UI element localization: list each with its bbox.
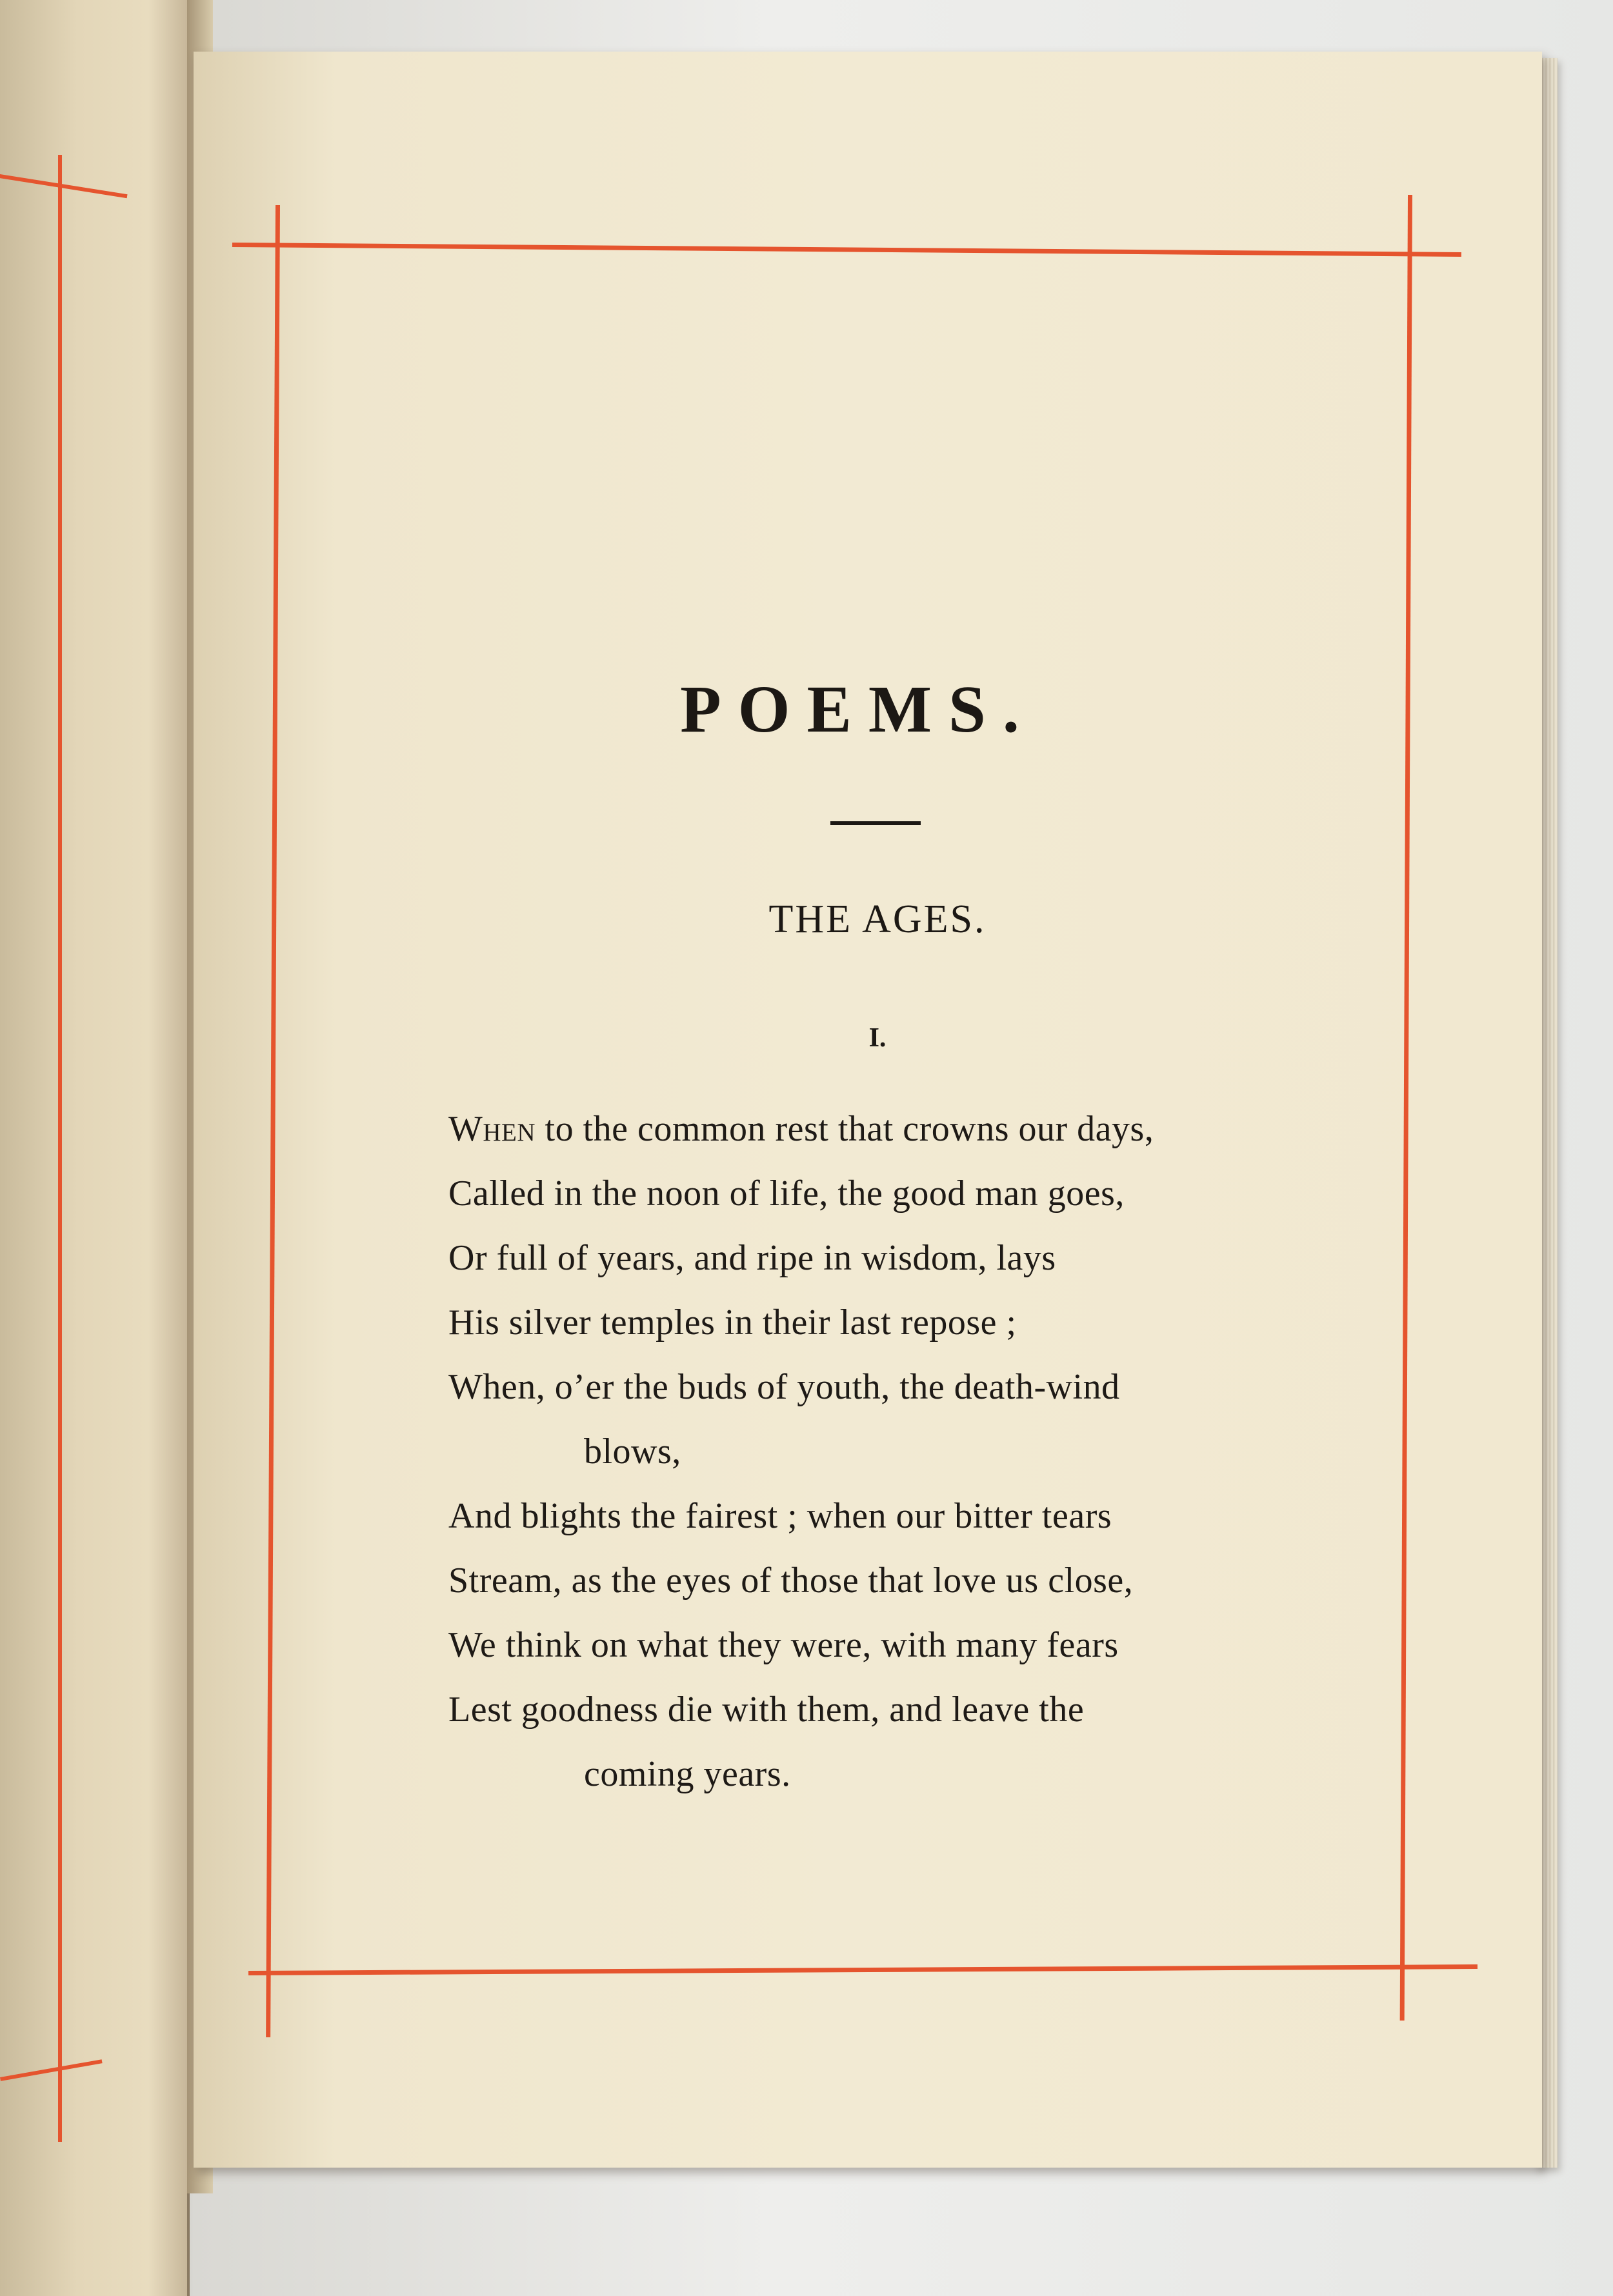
poem-line (448, 1097, 1339, 1161)
book-section-title: POEMS. (680, 672, 1036, 746)
left-page (0, 0, 190, 2296)
drop-word: When (448, 1109, 536, 1149)
poem-line: His silver temples in their last repose ; (448, 1303, 1017, 1343)
title-divider (830, 821, 921, 825)
poem-line: And blights the fairest ; when our bitter tears (448, 1496, 1112, 1536)
poem-line: When, o’er the buds of youth, the death-wind (448, 1367, 1120, 1407)
poem-line: Stream, as the eyes of those that love us close, (448, 1561, 1134, 1601)
poem-line-continuation: coming years. (584, 1754, 791, 1794)
poem-line: We think on what they were, with many fears (448, 1625, 1119, 1665)
poem-line: Lest goodness die with them, and leave the (448, 1690, 1085, 1730)
poem-title: THE AGES. (768, 897, 987, 941)
poem-line-continuation: blows, (584, 1432, 681, 1472)
poem-line: Called in the noon of life, the good man goes, (448, 1173, 1125, 1213)
poem-line: Or full of years, and ripe in wisdom, lays (448, 1238, 1056, 1278)
poem-stanza (448, 1097, 1339, 1806)
left-page-border-vertical (58, 155, 62, 2142)
section-numeral: I. (868, 1023, 887, 1053)
poem-line-text: to the common rest that crowns our days, (536, 1109, 1154, 1149)
show-through-text (710, 361, 718, 391)
